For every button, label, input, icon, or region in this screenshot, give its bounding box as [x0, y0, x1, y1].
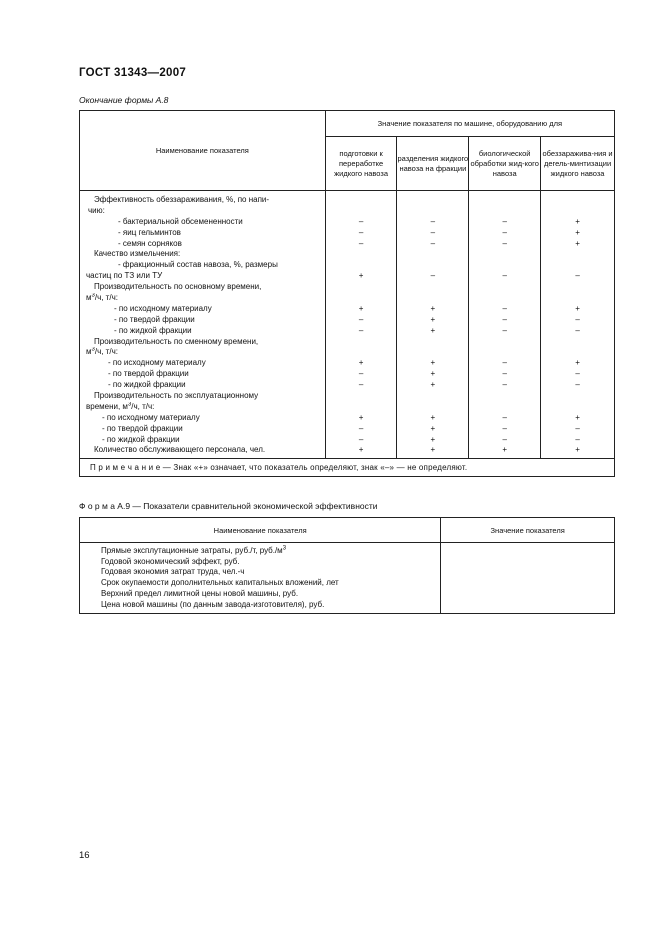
indicator-value	[469, 293, 540, 304]
indicator-value	[541, 391, 614, 402]
indicator-value	[326, 402, 397, 413]
indicator-value: +	[575, 445, 580, 455]
indicator-value: –	[358, 238, 364, 248]
value-column-separation	[397, 191, 469, 459]
indicator-value: –	[575, 434, 580, 444]
indicator-value: +	[430, 412, 436, 422]
indicator-value: –	[358, 325, 364, 335]
economic-indicator-label: Прямые эксплутационные затраты, руб./т, $руб./м^3$	[101, 545, 287, 555]
indicator-label: - фракционный состав навоза, %, размеры	[118, 260, 278, 270]
indicator-label: - по твердой фракции	[108, 369, 189, 379]
indicator-value	[541, 337, 614, 348]
document-header: ГОСТ 31343—2007	[79, 67, 187, 79]
indicator-value: –	[502, 303, 507, 313]
indicator-name-column	[80, 543, 441, 614]
indicator-label: частиц по ТЗ или ТУ	[86, 271, 163, 281]
indicator-value: –	[430, 216, 436, 226]
indicator-value: –	[575, 271, 580, 281]
indicator-value: +	[575, 412, 580, 422]
indicator-value-column	[441, 543, 615, 614]
indicator-value	[541, 206, 614, 217]
indicator-value: +	[430, 358, 436, 368]
indicator-value	[469, 249, 540, 260]
indicator-value: +	[575, 238, 580, 248]
value-column-preparation	[325, 191, 397, 459]
form-a9-table	[79, 517, 615, 614]
indicator-value	[326, 282, 397, 293]
indicator-value	[326, 195, 397, 206]
indicator-value	[469, 260, 540, 271]
indicator-label: Производительность по эксплуатационному	[94, 391, 259, 401]
indicator-value	[469, 206, 540, 217]
column-header-biological: биологической обработки жид-кого навоза	[469, 137, 541, 191]
indicator-value	[326, 206, 397, 217]
economic-indicator-label: Цена новой машины (по данным завода-изготовителя), руб.	[101, 599, 325, 609]
indicator-value: +	[358, 271, 364, 281]
indicator-value	[397, 206, 468, 217]
indicator-value: –	[502, 216, 507, 226]
indicator-label: - яиц гельминтов	[118, 227, 181, 237]
indicator-label: Эффективность обеззараживания, %, по напи-	[94, 195, 270, 204]
indicator-value: –	[575, 325, 580, 335]
indicator-value	[397, 391, 468, 402]
column-header-name: Наименование показателя	[80, 111, 326, 191]
indicator-value: –	[502, 412, 507, 422]
indicator-value: –	[575, 369, 580, 379]
indicator-value	[326, 347, 397, 358]
indicator-value: –	[358, 423, 364, 433]
indicator-value: +	[575, 227, 580, 237]
indicator-value: –	[358, 227, 364, 237]
indicator-value: +	[430, 445, 436, 455]
indicator-label: - по жидкой фракции	[102, 434, 180, 444]
indicator-label: - по исходному материалу	[108, 358, 206, 368]
form-a8-caption: Окончание формы А.8	[79, 95, 169, 105]
indicator-value: –	[430, 238, 436, 248]
indicator-value: +	[358, 358, 364, 368]
indicator-value	[397, 249, 468, 260]
indicator-label: - семян сорняков	[118, 238, 182, 248]
indicator-value: +	[430, 314, 436, 324]
indicator-value	[397, 347, 468, 358]
indicator-name-column	[80, 191, 326, 459]
indicator-value	[397, 282, 468, 293]
indicator-value: –	[502, 238, 507, 248]
indicator-value: –	[502, 358, 507, 368]
indicator-value	[469, 195, 540, 206]
indicator-label: - по твердой фракции	[114, 314, 195, 324]
form-a8-table	[79, 110, 615, 477]
indicator-label: Производительность по сменному времени,	[94, 336, 259, 346]
indicator-label: Производительность по основному времени,	[94, 282, 262, 292]
indicator-value	[397, 195, 468, 206]
value-column-disinfection	[541, 191, 615, 459]
economic-indicator-label: Срок окупаемости дополнительных капитальных вложений, лет	[101, 578, 339, 588]
indicator-value: –	[502, 227, 507, 237]
economic-indicator-label: Верхний предел лимитной цены новой машины, руб.	[101, 588, 299, 598]
indicator-value: –	[358, 434, 364, 444]
economic-indicator-label: Годовой экономический эффект, руб.	[101, 556, 240, 566]
column-header-name: Наименование показателя	[80, 518, 441, 543]
indicator-value: –	[575, 380, 580, 390]
indicator-value: –	[358, 216, 364, 226]
indicator-value	[541, 282, 614, 293]
indicator-value	[469, 337, 540, 348]
economic-indicator-label: Годовая экономия затрат труда, чел.-ч	[101, 567, 245, 577]
indicator-value: +	[575, 303, 580, 313]
indicator-value: +	[430, 423, 436, 433]
indicator-value	[541, 293, 614, 304]
indicator-value: –	[575, 423, 580, 433]
indicator-label: - бактериальной обсемененности	[118, 216, 243, 226]
indicator-label: - по исходному материалу	[102, 412, 200, 422]
indicator-value: +	[358, 412, 364, 422]
indicator-label: времени, $м^3/ч$, т/ч:	[86, 401, 155, 411]
indicator-value	[541, 195, 614, 206]
form-a8-note: П р и м е ч а н и е — Знак «+» означает, что показатель определяют, знак «–» — не определяют.	[80, 459, 615, 477]
column-header-preparation: подготовки к переработке жидкого навоза	[325, 137, 397, 191]
indicator-value: +	[358, 303, 364, 313]
indicator-value: –	[502, 325, 507, 335]
indicator-value	[397, 402, 468, 413]
indicator-value: –	[502, 434, 507, 444]
indicator-value	[326, 391, 397, 402]
indicator-value: +	[502, 445, 508, 455]
indicator-value	[326, 293, 397, 304]
indicator-value: +	[430, 434, 436, 444]
indicator-label: - по жидкой фракции	[114, 325, 192, 335]
indicator-value	[541, 347, 614, 358]
value-column-biological	[469, 191, 541, 459]
column-header-disinfection: обеззаражива-ния и дегель-минтизации жидкого навоза	[541, 137, 615, 191]
column-header-group: Значение показателя по машине, оборудованию для	[325, 111, 614, 137]
indicator-value	[326, 260, 397, 271]
indicator-label: - по жидкой фракции	[108, 380, 186, 390]
indicator-value	[397, 337, 468, 348]
indicator-label: $м^3/ч$, т/ч:	[86, 347, 118, 357]
indicator-value	[541, 249, 614, 260]
page-number: 16	[79, 850, 90, 861]
indicator-value	[326, 337, 397, 348]
indicator-value: +	[358, 445, 364, 455]
indicator-value: –	[502, 380, 507, 390]
indicator-label: Качество измельчения:	[94, 249, 181, 259]
indicator-value: –	[502, 271, 507, 281]
indicator-value	[469, 347, 540, 358]
indicator-value: +	[430, 369, 436, 379]
indicator-value: –	[575, 314, 580, 324]
indicator-value: –	[502, 423, 507, 433]
indicator-value	[469, 282, 540, 293]
indicator-value	[326, 249, 397, 260]
indicator-label: Количество обслуживающего персонала, чел.	[94, 445, 266, 455]
indicator-value: +	[575, 358, 580, 368]
indicator-value	[541, 402, 614, 413]
indicator-value: +	[430, 303, 436, 313]
indicator-value	[469, 391, 540, 402]
column-header-separation: разделения жидкого навоза на фракции	[397, 137, 469, 191]
indicator-label: $м^3/ч$, т/ч:	[86, 293, 118, 303]
indicator-value	[397, 293, 468, 304]
indicator-label: - по твердой фракции	[102, 423, 183, 433]
indicator-label: - по исходному материалу	[114, 303, 212, 313]
indicator-label: чию:	[88, 205, 105, 215]
indicator-value: +	[575, 216, 580, 226]
indicator-value: –	[502, 369, 507, 379]
indicator-value: –	[430, 227, 436, 237]
form-a9-caption: Ф о р м а А.9 — Показатели сравнительной экономической эффективности	[79, 501, 378, 511]
indicator-value	[469, 402, 540, 413]
indicator-value: –	[430, 271, 436, 281]
indicator-value: +	[430, 325, 436, 335]
indicator-value: –	[358, 314, 364, 324]
indicator-value: –	[502, 314, 507, 324]
column-header-value: Значение показателя	[441, 518, 615, 543]
indicator-value: –	[358, 380, 364, 390]
indicator-value: –	[358, 369, 364, 379]
indicator-value	[397, 260, 468, 271]
indicator-value	[541, 260, 614, 271]
indicator-value: +	[430, 380, 436, 390]
